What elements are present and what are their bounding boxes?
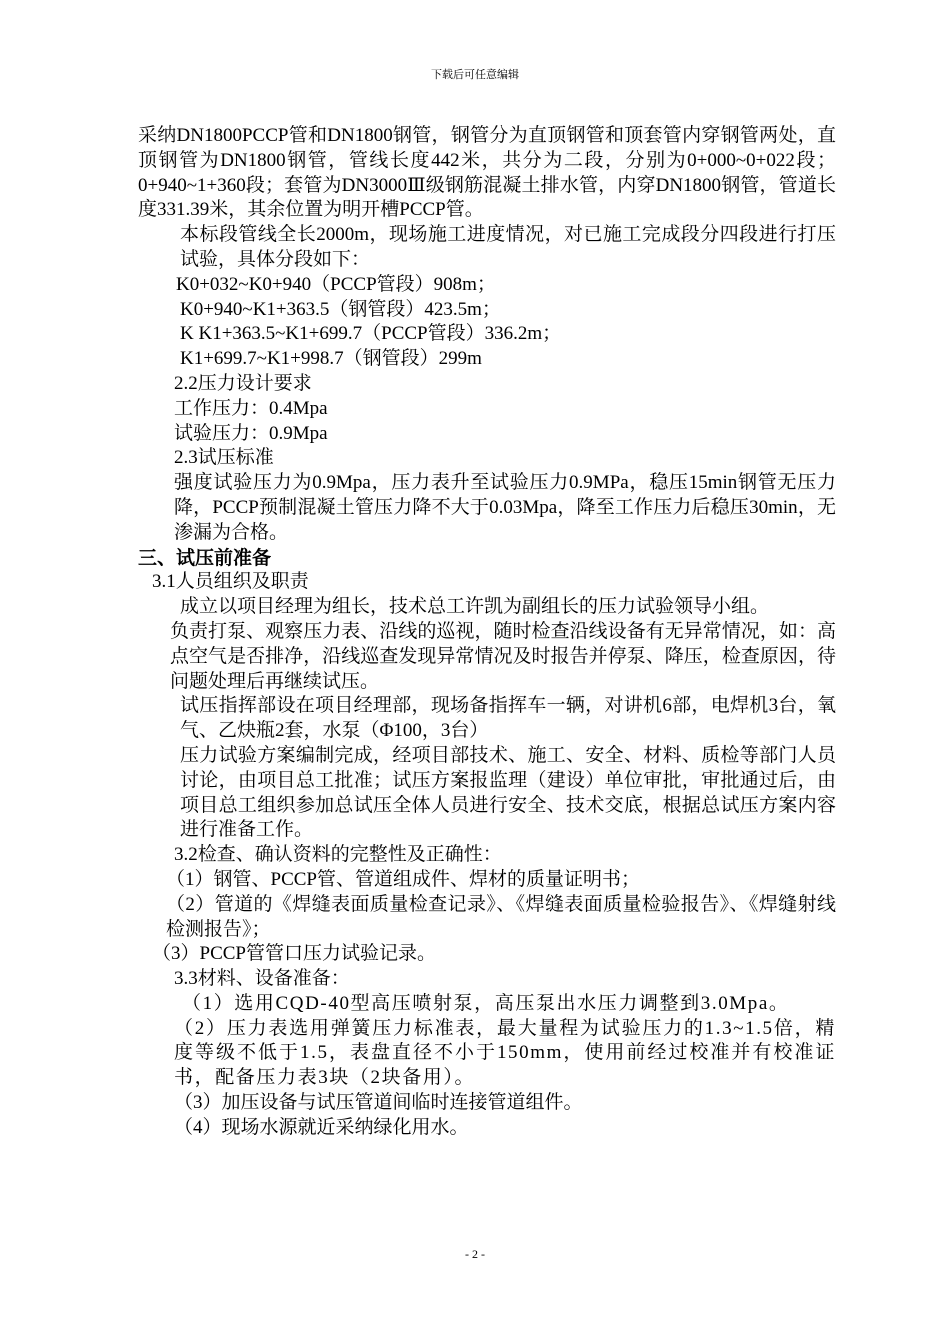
equipment-item-4: （4）现场水源就近采纳绿化用水。 bbox=[174, 1116, 469, 1138]
equipment-item-1: （1）选用CQD-40型高压喷射泵，高压泵出水压力调整到3.0Mpa。 bbox=[182, 992, 790, 1014]
paragraph-test-standard: 强度试验压力为0.9Mpa，压力表升至试验压力0.9MPa，稳压15min钢管无压力降，PCCP预制混凝土管压力降不大于0.03Mpa，降至工作压力后稳压30min，无渗漏为合格。 bbox=[174, 472, 836, 543]
subheading-3-2: 3.2检查、确认资料的完整性及正确性： bbox=[174, 844, 502, 866]
page-header: 下载后可任意编辑 bbox=[431, 68, 519, 81]
page-number: - 2 - bbox=[465, 1247, 485, 1261]
segment-item-2: K0+940~K1+363.5（钢管段）423.5m； bbox=[180, 298, 501, 320]
subheading-2-3: 2.3试压标准 bbox=[174, 447, 274, 469]
subheading-3-1: 3.1人员组织及职责 bbox=[152, 571, 309, 593]
segment-item-1: K0+032~K0+940（PCCP管段）908m； bbox=[176, 273, 496, 295]
segment-item-4: K1+699.7~K1+998.7（钢管段）299m bbox=[180, 348, 482, 370]
equipment-item-2: （2）压力表选用弹簧压力标准表，最大量程为试验压力的1.3~1.5倍，精度等级不低于1.5，表盘直径不小于150mm，使用前经过校准并有校准证书，配备压力表3块（2块备用）。 bbox=[174, 1017, 836, 1089]
section-heading-3: 三、试压前准备 bbox=[138, 546, 272, 569]
subheading-3-3: 3.3材料、设备准备： bbox=[174, 968, 350, 990]
test-pressure: 试验压力：0.9Mpa bbox=[174, 422, 328, 444]
document-body bbox=[138, 124, 836, 1141]
doc-check-item-3: （3）PCCP管管口压力试验记录。 bbox=[152, 943, 436, 965]
working-pressure: 工作压力：0.4Mpa bbox=[174, 397, 328, 419]
segment-item-3: K K1+363.5~K1+699.7（PCCP管段）336.2m； bbox=[180, 323, 562, 345]
doc-check-item-1: （1）钢管、PCCP管、管道组成件、焊材的质量证明书； bbox=[166, 868, 640, 890]
paragraph-responsibilities: 负责打泵、观察压力表、沿线的巡视，随时检查沿线设备有无异常情况，如：高点空气是否排净，沿线巡查发现异常情况及时报告并停泵、降压，检查原因，待问题处理后再继续试压。 bbox=[170, 620, 836, 692]
paragraph-command-post: 试压指挥部设在项目经理部，现场备指挥车一辆，对讲机6部，电焊机3台，氧气、乙炔瓶2套，水泵（Φ100，3台） bbox=[180, 695, 836, 742]
paragraph-pipe-description: 采纳DN1800PCCP管和DN1800钢管，钢管分为直顶钢管和顶套管内穿钢管两处，直顶钢管为DN1800钢管，管线长度442米，共分为二段，分别为0+000~0+022段；0+940~1+360段；套管为DN3000Ⅲ级钢筋混凝土排水管，内穿DN1800钢管，管道长度331.39米，其余位置为明开槽PCCP管。 bbox=[138, 125, 836, 221]
paragraph-plan-approval: 压力试验方案编制完成，经项目部技术、施工、安全、材料、质检等部门人员讨论，由项目总工批准；试压方案报监理（建设）单位审批，审批通过后，由项目总工组织参加总试压全体人员进行安全、技术交底，根据总试压方案内容进行准备工作。 bbox=[180, 744, 836, 841]
paragraph-team-leadership: 成立以项目经理为组长，技术总工许凯为副组长的压力试验领导小组。 bbox=[180, 596, 770, 618]
doc-check-item-2: （2）管道的《焊缝表面质量检查记录》、《焊缝表面质量检验报告》、《焊缝射线检测报告》； bbox=[166, 893, 836, 940]
paragraph-section-overview: 本标段管线全长2000m，现场施工进度情况，对已施工完成段分四段进行打压试验，具体分段如下： bbox=[180, 224, 836, 270]
subheading-2-2: 2.2压力设计要求 bbox=[174, 372, 312, 394]
equipment-item-3: （3）加压设备与试压管道间临时连接管道组件。 bbox=[174, 1092, 583, 1114]
